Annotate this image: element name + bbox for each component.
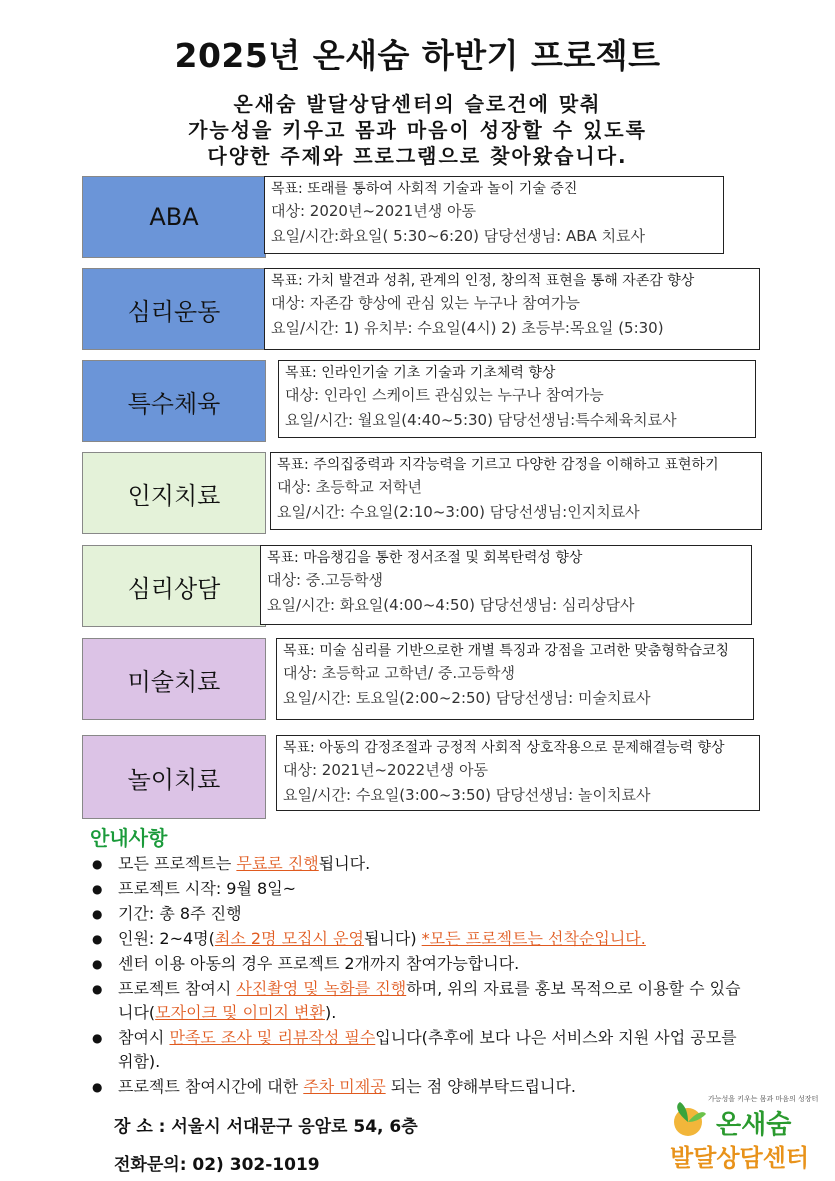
logo-name: 온새숨 [716,1110,792,1140]
program-goal: 목표: 주의집중력과 지각능력을 기르고 다양한 감정을 이해하고 표현하기 [277,457,719,473]
notice-item [92,852,752,876]
notice-highlight: 사진촬영 및 녹화를 진행 [236,979,407,998]
notice-text: 됩니다. [318,854,371,873]
notice-highlight: *모든 프로젝트는 선착순입니다. [421,929,646,948]
program-schedule: 요일/시간:화요일( 5:30~6:20) 담당선생님: ABA 치료사 [271,227,646,245]
notice-text: 참여시 [118,1028,170,1047]
program-target: 대상: 2021년~2022년생 아동 [283,761,488,779]
program-target: 대상: 초등학교 고학년/ 중.고등학생 [283,664,516,682]
notice-text: 모든 프로젝트는 [118,854,237,873]
notice-text: 프로젝트 참여시간에 대한 [118,1077,304,1096]
program-schedule: 요일/시간: 수요일(2:10~3:00) 담당선생님:인지치료사 [277,503,640,521]
center-logo [660,1092,835,1172]
program-target: 대상: 인라인 스케이트 관심있는 누구나 참여가능 [285,386,604,404]
notice-text: 기간: 총 8주 진행 [118,904,242,923]
notice-highlight: 모자이크 및 이미지 변환 [155,1003,325,1022]
notice-text: 센터 이용 아동의 경우 프로젝트 2개까지 참여가능합니다. [118,954,520,973]
program-detail-box [260,545,752,625]
program-schedule: 요일/시간: 토요일(2:00~2:50) 담당선생님: 미술치료사 [283,689,651,707]
subtitle-line-3: 다양한 주제와 프로그램으로 찾아왔습니다. [207,144,628,168]
notice-item [92,1075,752,1099]
program-goal: 목표: 마음챙김을 통한 정서조절 및 회복탄력성 향상 [267,550,583,566]
notice-item [92,977,752,1025]
program-goal: 목표: 미술 심리를 기반으로한 개별 특징과 강점을 고려한 맞춤형학습코칭 [283,643,730,659]
program-category-label: 미술치료 [82,638,266,720]
notice-highlight: 주차 미제공 [303,1077,386,1096]
program-target: 대상: 초등학교 저학년 [277,478,423,496]
program-goal: 목표: 가치 발견과 성취, 관계의 인정, 창의적 표현을 통해 자존감 향상 [271,273,695,289]
notice-list [92,852,752,1100]
program-detail-box [270,452,762,530]
notice-item [92,902,752,926]
program-detail-box [276,735,760,811]
notice-item [92,1026,752,1074]
program-detail-box [264,176,724,254]
phone-text: 전화문의: 02) 302-1019 [114,1155,320,1175]
notice-text: 하며, 위의 자료를 홍보 목적으로 이용할 수 있습니다( [118,979,741,1022]
logo-tagline: 가능성을 키우는 몸과 마음의 성장터 [708,1095,819,1103]
notice-highlight: 만족도 조사 및 리뷰작성 필수 [169,1028,376,1047]
sprout-logo-icon [666,1096,710,1140]
program-category-label: 놀이치료 [82,735,266,819]
logo-subname: 발달상담센터 [670,1144,810,1172]
notice-item [92,877,752,901]
notice-text: 프로젝트 시작: 9월 8일~ [118,879,297,898]
notice-text: ). [324,1003,337,1022]
program-goal: 목표: 인라인기술 기초 기술과 기초체력 향상 [285,365,556,381]
notice-title: 안내사항 [90,826,168,850]
notice-item [92,927,752,951]
program-schedule: 요일/시간: 화요일(4:00~4:50) 담당선생님: 심리상담사 [267,596,635,614]
program-category-label: 인지치료 [82,452,266,534]
program-detail-box [264,268,760,350]
notice-item [92,952,752,976]
program-target: 대상: 중.고등학생 [267,571,384,589]
address-text: 장 소 : 서울시 서대문구 응암로 54, 6층 [114,1117,418,1137]
notice-text: 인원: 2~4명( [118,929,215,948]
notice-text: 되는 점 양해부탁드립니다. [385,1077,577,1096]
program-target: 대상: 2020년~2021년생 아동 [271,202,476,220]
subtitle-line-2: 가능성을 키우고 몸과 마음이 성장할 수 있도록 [188,118,647,142]
notice-text: 됩니다) [363,929,422,948]
program-category-label: 특수체육 [82,360,266,442]
subtitle-line-1: 온새숨 발달상담센터의 슬로건에 맞춰 [233,92,602,116]
program-category-label: 심리상담 [82,545,266,627]
program-schedule: 요일/시간: 수요일(3:00~3:50) 담당선생님: 놀이치료사 [283,786,651,804]
notice-text: 프로젝트 참여시 [118,979,237,998]
program-detail-box [278,360,756,438]
program-schedule: 요일/시간: 1) 유치부: 수요일(4시) 2) 초등부:목요일 (5:30) [271,319,664,337]
notice-highlight: 무료로 진행 [236,854,319,873]
notice-text: 입니다(추후에 보다 나은 서비스와 지원 사업 공모를 위함). [118,1028,737,1071]
page-title: 2025년 온새숨 하반기 프로젝트 [174,36,661,75]
program-detail-box [276,638,754,720]
program-category-label: ABA [82,176,266,258]
program-goal: 목표: 아동의 감정조절과 긍정적 사회적 상호작용으로 문제해결능력 향상 [283,740,725,756]
program-category-label: 심리운동 [82,268,266,350]
program-target: 대상: 자존감 향상에 관심 있는 누구나 참여가능 [271,294,580,312]
program-goal: 목표: 또래를 통하여 사회적 기술과 놀이 기술 증진 [271,181,578,197]
program-schedule: 요일/시간: 월요일(4:40~5:30) 담당선생님:특수체육치료사 [285,411,677,429]
notice-highlight: 최소 2명 모집시 운영 [214,929,364,948]
